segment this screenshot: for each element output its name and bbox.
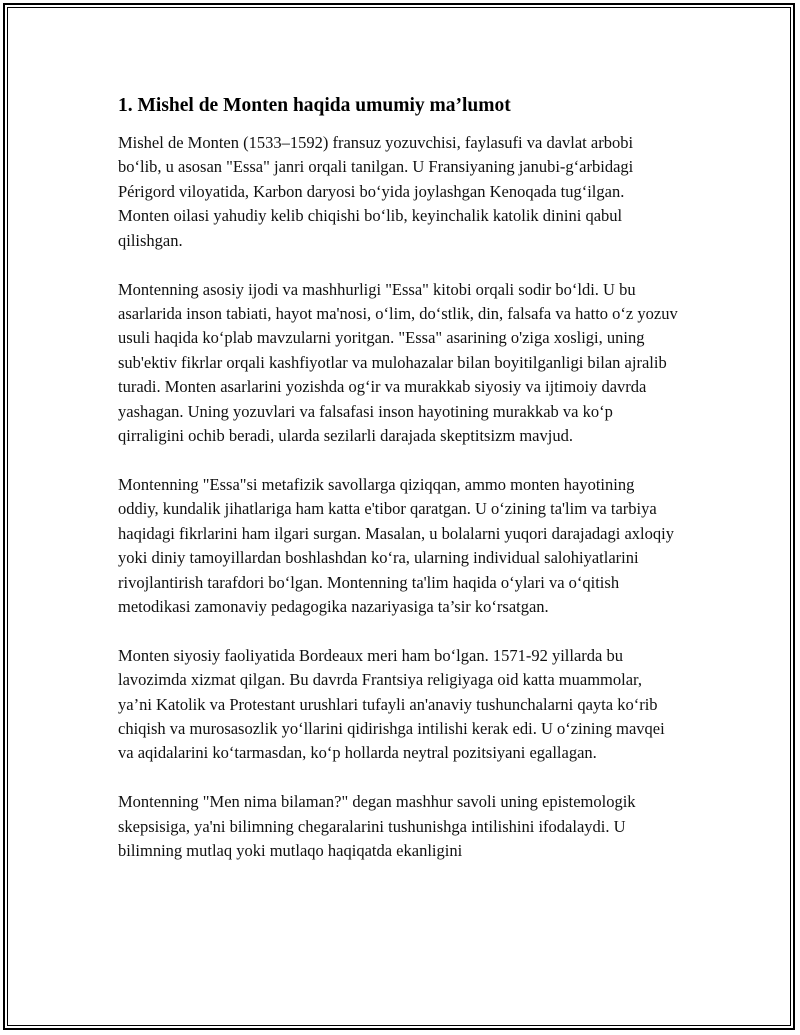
section-title: 1. Mishel de Monten haqida umumiy ma’lumot <box>118 95 511 116</box>
paragraph-education: Montenning "Essa"si metafizik savollarga qiziqqan, ammo monten hayotining oddiy, kundalik jihatlariga ham katta e'tibor qaratgan. U o‘zining ta'lim va tarbiya haqidagi fikrlarini ham ilgari surgan. Masalan, u bolalarni yuqori darajadagi axloqiy yoki diniy tamoyillardan boshlashdan ko‘ra, ularning individual salohiyatlarini rivojlantirish tarafdori bo‘lgan. Montenning ta'lim haqida o‘ylari va o‘qitish metodikasi zamonaviy pedagogika nazariyasiga ta’sir ko‘rsatgan. <box>118 474 674 616</box>
paragraph-skepticism: Montenning "Men nima bilaman?" degan mashhur savoli uning epistemologik skepsisiga, ya'ni bilimning chegaralarini tushunishga intilishini ifodalaydi. U bilimning mutlaq yoki mutlaqo haqiqatda ekanligini <box>118 792 636 861</box>
document-body <box>118 93 678 888</box>
paragraph-birth: Mishel de Monten (1533–1592) fransuz yozuvchisi, faylasufi va davlat arbobi bo‘lib, u asosan "Essa" janri orqali tanilgan. U Fransiyaning janubi-g‘arbidagi Périgord viloyatida, Karbon daryosi bo‘yida joylashgan Kenoqada tug‘ilgan. Monten oilasi yahudiy kelib chiqishi bo‘lib, keyinchalik katolik dinini qabul qilishgan. <box>118 133 634 250</box>
paragraph-essays: Montenning asosiy ijodi va mashhurligi "Essa" kitobi orqali sodir bo‘ldi. U bu asarlarida inson tabiati, hayot ma'nosi, o‘lim, do‘stlik, din, falsafa va hatto o‘z yozuv usuli haqida ko‘plab mavzularni yoritgan. "Essa" asarining o'ziga xosligi, uning sub'ektiv fikrlar orqali kashfiyotlar va mulohazalar bilan boyitilganligi bilan ajralib turadi. Monten asarlarini yozishda og‘ir va murakkab siyosiy va ijtimoiy davrda yashagan. Uning yozuvlari va falsafasi inson hayotining murakkab va ko‘p qirraligini ochib beradi, ularda sezilarli darajada skeptitsizm mavjud. <box>118 279 678 445</box>
paragraph-politics: Monten siyosiy faoliyatida Bordeaux meri ham bo‘lgan. 1571-92 yillarda bu lavozimda xizmat qilgan. Bu davrda Frantsiya religiyaga oid katta muammolar, ya’ni Katolik va Protestant urushlari tufayli an'anaviy tushunchalarni qayta ko‘rib chiqish va murosasozlik yo‘llarini qidirishga intilishi kerak edi. U o‘zining mavqei va aqidalarini ko‘tarmasdan, ko‘p hollarda neytral pozitsiyani egallagan. <box>118 645 665 763</box>
